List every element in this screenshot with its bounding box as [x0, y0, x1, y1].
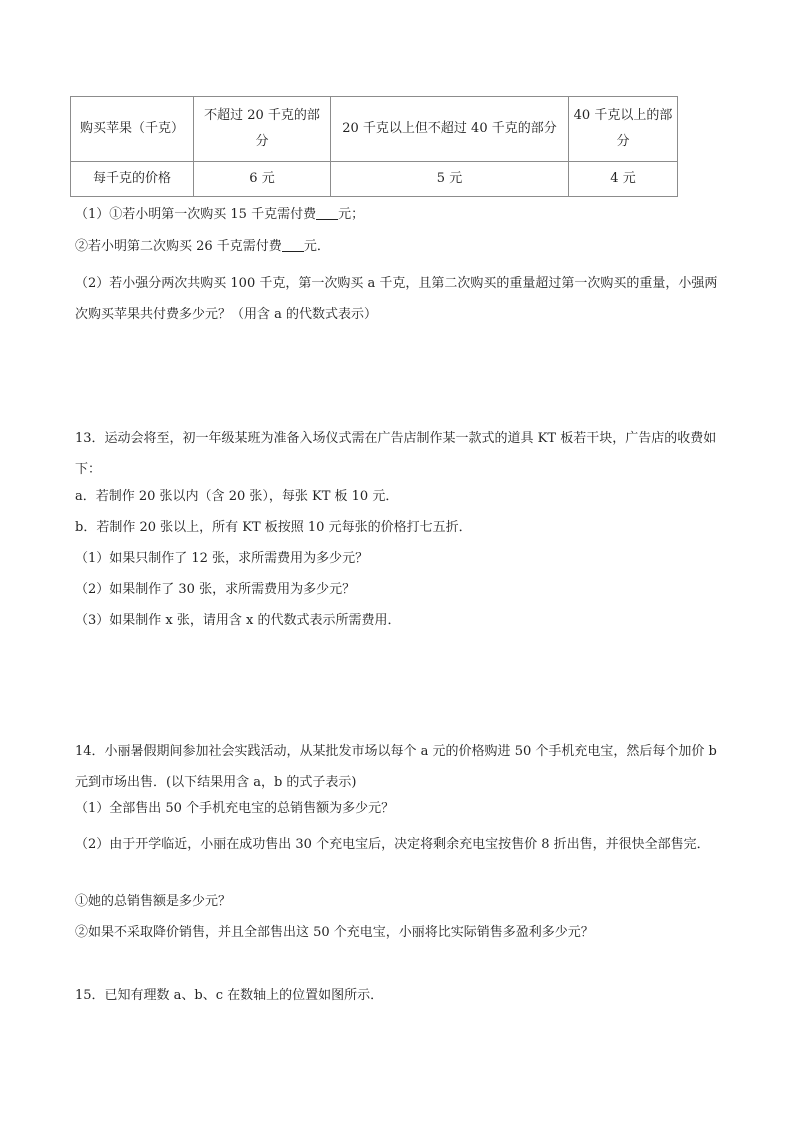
q12-part2: （2）若小强分两次共购买 100 千克，第一次购买 a 千克，且第二次购买的重量超过第一次购买的重量，小强两次购买苹果共付费多少元？（用含 a 的代数式表示）	[75, 276, 718, 322]
q13-part3: （3）如果制作 x 张，请用含 x 的代数式表示所需费用．	[75, 613, 401, 628]
q12-part1b-text: ②若小明第二次购买 26 千克需付费	[75, 239, 282, 254]
table-header-cell: 20 千克以上但不超过 40 千克的部分	[331, 97, 569, 162]
table-row	[71, 162, 678, 197]
q14-intro: 14．小丽暑假期间参加社会实践活动，从某批发市场以每个 a 元的价格购进 50 个手机充电宝，然后每个加价 b 元到市场出售．(以下结果用含 a，b 的式子表示)	[75, 744, 717, 790]
table-cell: 每千克的价格	[71, 162, 194, 197]
table-cell: 5 元	[331, 162, 569, 197]
q12-part1b-suffix: 元．	[303, 239, 330, 254]
table-header-row	[71, 97, 678, 162]
table-cell: 6 元	[194, 162, 331, 197]
q13-part2: （2）如果制作了 30 张，求所需费用为多少元？	[75, 582, 356, 597]
price-table	[70, 96, 678, 197]
table-header-cell: 不超过 20 千克的部分	[194, 97, 331, 162]
answer-blank	[316, 205, 338, 220]
table-cell: 4 元	[569, 162, 678, 197]
q13-intro: 13．运动会将至，初一年级某班为准备入场仪式需在广告店制作某一款式的道具 KT 板若干块，广告店的收费如下：	[75, 431, 717, 477]
q13-part1: （1）如果只制作了 12 张，求所需费用为多少元？	[75, 551, 369, 566]
table-header-cell: 40 千克以上的部分	[569, 97, 678, 162]
q15-intro: 15．已知有理数 a、b、c 在数轴上的位置如图所示．	[75, 988, 384, 1003]
q13-rule-b: b．若制作 20 张以上，所有 KT 板按照 10 元每张的价格打七五折．	[75, 520, 472, 535]
q12-part1a-text: （1）①若小明第一次购买 15 千克需付费	[75, 207, 317, 222]
q12-part1a-suffix: 元；	[338, 207, 365, 222]
q12-part1b	[75, 237, 330, 257]
q14-part2: （2）由于开学临近，小丽在成功售出 30 个充电宝后，决定将剩余充电宝按售价 8 折出售，并很快全部售完．	[75, 837, 710, 852]
answer-blank	[282, 237, 304, 252]
q14-part1: （1）全部售出 50 个手机充电宝的总销售额为多少元？	[75, 801, 395, 816]
q14-part2a: ①她的总销售额是多少元？	[75, 894, 232, 909]
table-header-cell: 购买苹果（千克）	[71, 97, 194, 162]
q14-part2b: ②如果不采取降价销售，并且全部售出这 50 个充电宝，小丽将比实际销售多盈利多少元？	[75, 925, 594, 940]
q12-part1a	[75, 205, 364, 225]
q13-rule-a: a．若制作 20 张以内（含 20 张），每张 KT 板 10 元．	[75, 489, 399, 504]
